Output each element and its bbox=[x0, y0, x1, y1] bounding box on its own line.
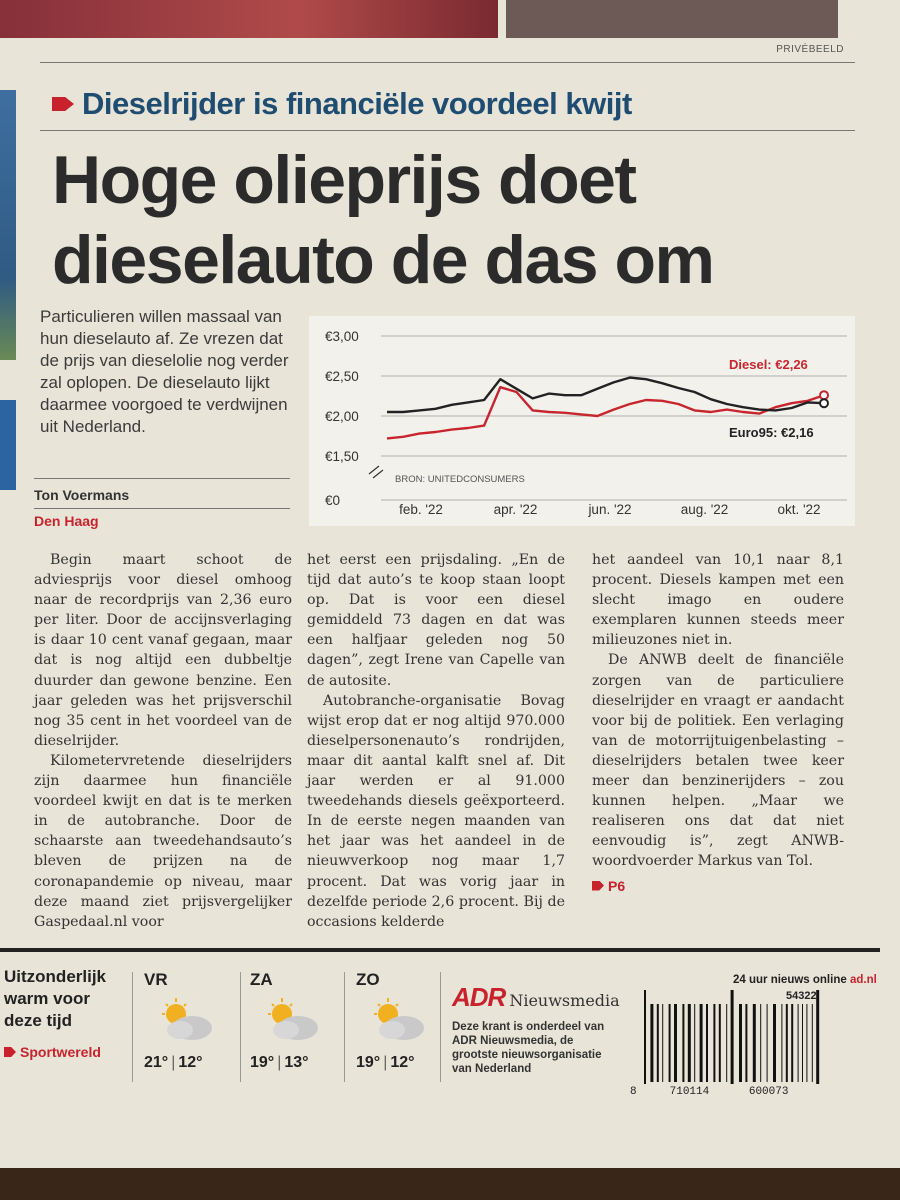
chart-source: BRON: UNITEDCONSUMERS bbox=[395, 474, 525, 485]
publisher-text: Deze krant is onderdeel van ADR Nieuwsmedia, de grootste nieuwsorganisatie van Nederland bbox=[452, 1021, 605, 1075]
barcode-bar bbox=[773, 1004, 776, 1082]
weather-day bbox=[144, 970, 234, 1072]
barcode bbox=[640, 986, 880, 1086]
arrow-right-icon bbox=[4, 1047, 16, 1057]
barcode-bar bbox=[816, 990, 819, 1084]
dateline: Den Haag bbox=[34, 513, 99, 529]
adjacent-photo-strip bbox=[0, 90, 16, 360]
barcode-bar bbox=[726, 1004, 727, 1082]
paragraph: het eerst een prijsdaling. „En de tijd dat auto’s te koop staan loopt op. Dat is voor een diesel gemiddeld 73 dagen en dat was een halfjaar geleden nog 50 dagen”, zegt Irene van Capelle van de autosite. bbox=[307, 552, 565, 689]
barcode-bar bbox=[657, 1004, 659, 1082]
sun-cloud-icon bbox=[260, 994, 324, 1046]
x-tick-label: apr. '22 bbox=[493, 502, 538, 517]
intro-text: Particulieren willen massaal van hun dieselauto af. Ze vrezen dat de prijs van dieselolie nog verder zal oplopen. De dieselauto lijkt daarmee voorgoed te verdwijnen uit Nederland. bbox=[40, 307, 289, 436]
barcode-bar bbox=[713, 1004, 715, 1082]
adjacent-photo-strip-2 bbox=[0, 400, 16, 490]
kicker-rule bbox=[40, 130, 855, 131]
kicker-text: Dieselrijder is financiële voordeel kwijt bbox=[82, 86, 632, 121]
day-name: ZA bbox=[250, 970, 273, 989]
barcode-bar bbox=[760, 1004, 761, 1082]
barcode-bar bbox=[719, 1004, 721, 1082]
continued-page: P6 bbox=[608, 877, 626, 894]
y-tick-label: €0 bbox=[325, 493, 341, 508]
weather-day bbox=[356, 970, 446, 1072]
divider bbox=[344, 972, 345, 1082]
paragraph: Begin maart schoot de adviesprijs voor diesel omhoog naar de recordprijs van 2,36 euro per liter. Door de accijnsverlaging is daar 10 cent vanaf gegaan, maar dat is nog altijd een dubbeltje duurder dan gewone benzine. Een jaar geleden was het prijsverschil nog 35 cent in het voordeel van de dieselrijder. bbox=[34, 552, 292, 749]
sun-cloud-icon bbox=[154, 994, 218, 1046]
day-temps: 21° | 12° bbox=[144, 1054, 203, 1071]
news-online-text: 24 uur nieuws online bbox=[733, 974, 847, 986]
euro95-line bbox=[387, 378, 824, 412]
axis-break bbox=[369, 466, 383, 478]
barcode-bar bbox=[662, 1004, 663, 1082]
weather-headline: Uitzonderlijk warm voor deze tijd bbox=[4, 967, 107, 1030]
day-temps: 19° | 12° bbox=[356, 1054, 415, 1071]
barcode-bar bbox=[688, 1004, 691, 1082]
continued-link[interactable] bbox=[592, 876, 625, 896]
headline-line-2: dieselauto de das om bbox=[52, 222, 714, 298]
x-tick-label: okt. '22 bbox=[777, 502, 821, 517]
news-site-link[interactable]: ad.nl bbox=[849, 974, 877, 986]
table-background bbox=[0, 1168, 900, 1200]
barcode-bar bbox=[806, 1004, 807, 1082]
photo-credit: PRIVÉBEELD bbox=[776, 44, 844, 55]
sun-cloud-icon bbox=[366, 994, 430, 1046]
y-tick-label: €2,50 bbox=[325, 369, 359, 384]
temp-min: 12° bbox=[178, 1054, 203, 1071]
publisher-name: Nieuwsmedia bbox=[509, 991, 620, 1010]
publisher-logo bbox=[452, 982, 620, 1013]
paragraph: het aandeel van 10,1 naar 8,1 procent. Diesels kampen met een slecht imago en oudere exemplaren kunnen steeds meer milieuzones niet in. bbox=[592, 552, 844, 649]
barcode-bar bbox=[786, 1004, 788, 1082]
headline-line-1: Hoge olieprijs doet bbox=[52, 142, 636, 218]
headline bbox=[52, 140, 852, 300]
divider bbox=[440, 972, 441, 1082]
day-name: ZO bbox=[356, 970, 380, 989]
temp-max: 21° bbox=[144, 1054, 169, 1071]
barcode-digits-left: 710114 bbox=[669, 1086, 710, 1098]
barcode-bar bbox=[745, 1004, 747, 1082]
barcode-bar bbox=[791, 1004, 793, 1082]
news-online bbox=[733, 974, 877, 986]
day-name: VR bbox=[144, 970, 168, 989]
barcode-bar bbox=[694, 1004, 695, 1082]
byline-rule bbox=[34, 478, 290, 479]
sport-link[interactable] bbox=[4, 1044, 101, 1060]
divider bbox=[240, 972, 241, 1082]
column-3 bbox=[592, 550, 844, 897]
diesel-label: Diesel: €2,26 bbox=[729, 357, 808, 372]
adr-logo: ADR bbox=[452, 982, 506, 1012]
divider bbox=[132, 972, 133, 1082]
barcode-bar bbox=[650, 1004, 653, 1082]
barcode-digit: 8 bbox=[630, 1086, 637, 1098]
arrow-right-icon bbox=[592, 881, 604, 891]
y-tick-label: €1,50 bbox=[325, 449, 359, 464]
x-tick-label: jun. '22 bbox=[588, 502, 632, 517]
price-chart-svg bbox=[309, 316, 855, 526]
paragraph: Autobranche-organisatie Bovag wijst erop dat er nog altijd 970.000 dieselpersonenauto’s rondrijden, maar dit aantal kalft snel af. Dit jaar werden er al 91.000 tweedehands diesels geëxporteerd. In de eerste negen maanden van het jaar was het aandeel in de nieuwverkoop nog maar 1,7 procent. Dat was vorig jaar in dezelfde periode 2,6 procent. Bij de occasions kelderde bbox=[307, 692, 565, 930]
barcode-bar bbox=[739, 1004, 742, 1082]
barcode-bar bbox=[644, 990, 646, 1084]
barcode-bar bbox=[706, 1004, 708, 1082]
barcode-bar bbox=[669, 1004, 671, 1082]
barcode-bar bbox=[812, 1004, 813, 1082]
barcode-bar bbox=[802, 1004, 803, 1082]
top-photo-left bbox=[0, 0, 498, 38]
barcode-bar bbox=[700, 1004, 703, 1082]
paragraph: De ANWB deelt de financiële zorgen van de particuliere dieselrijder en vraagt er aandacht voor bij de politiek. Een verlaging van de motorrijtuigenbelasting – dieselrijders betalen twee keer meer dan benzinerijders – zou kunnen helpen. „Maar we realiseren ons dat dat niet eenvoudig is”, zegt ANWB-woordvoerder Markus van Tol. bbox=[592, 652, 844, 870]
bottom-rule bbox=[0, 948, 880, 952]
barcode-bar bbox=[753, 1004, 756, 1082]
sport-link-label: Sportwereld bbox=[20, 1044, 101, 1060]
barcode-bar bbox=[731, 990, 734, 1084]
barcode-bar bbox=[682, 1004, 684, 1082]
issue-code: 54322 bbox=[786, 990, 817, 1002]
euro95-end-marker bbox=[820, 399, 828, 407]
barcode-number bbox=[630, 1086, 788, 1098]
weather-day bbox=[250, 970, 340, 1072]
y-tick-label: €2,00 bbox=[325, 409, 359, 424]
paragraph: Kilometervretende dieselrijders zijn daarmee hun financiële voordeel kwijt en dat is te merken in de autobranche. Door de schaarste aan tweedehandsauto’s bleven de prijzen na de coronapandemie op niveau, maar deze maand ziet prijsvergelijker Gaspedaal.nl voor bbox=[34, 752, 292, 930]
euro95-label: Euro95: €2,16 bbox=[729, 425, 814, 440]
column-1 bbox=[34, 550, 292, 932]
price-chart bbox=[309, 316, 855, 526]
y-tick-label: €3,00 bbox=[325, 329, 359, 344]
barcode-bar bbox=[781, 1004, 782, 1082]
temp-min: 13° bbox=[284, 1054, 309, 1071]
top-rule bbox=[40, 62, 855, 63]
day-temps: 19° | 13° bbox=[250, 1054, 309, 1071]
kicker bbox=[52, 86, 632, 122]
barcode-bar bbox=[767, 1004, 768, 1082]
temp-max: 19° bbox=[356, 1054, 381, 1071]
top-photo-right bbox=[506, 0, 838, 38]
kicker-arrow-icon bbox=[52, 97, 74, 111]
column-2 bbox=[307, 550, 565, 932]
author: Ton Voermans bbox=[34, 487, 130, 503]
barcode-bar bbox=[674, 1004, 677, 1082]
temp-max: 19° bbox=[250, 1054, 275, 1071]
barcode-digits-right: 600073 bbox=[748, 1086, 789, 1098]
byline-rule-2 bbox=[34, 508, 290, 509]
x-tick-label: aug. '22 bbox=[680, 502, 729, 517]
diesel-end-marker bbox=[820, 391, 828, 399]
x-tick-label: feb. '22 bbox=[399, 502, 443, 517]
barcode-bar bbox=[798, 1004, 799, 1082]
temp-min: 12° bbox=[390, 1054, 415, 1071]
